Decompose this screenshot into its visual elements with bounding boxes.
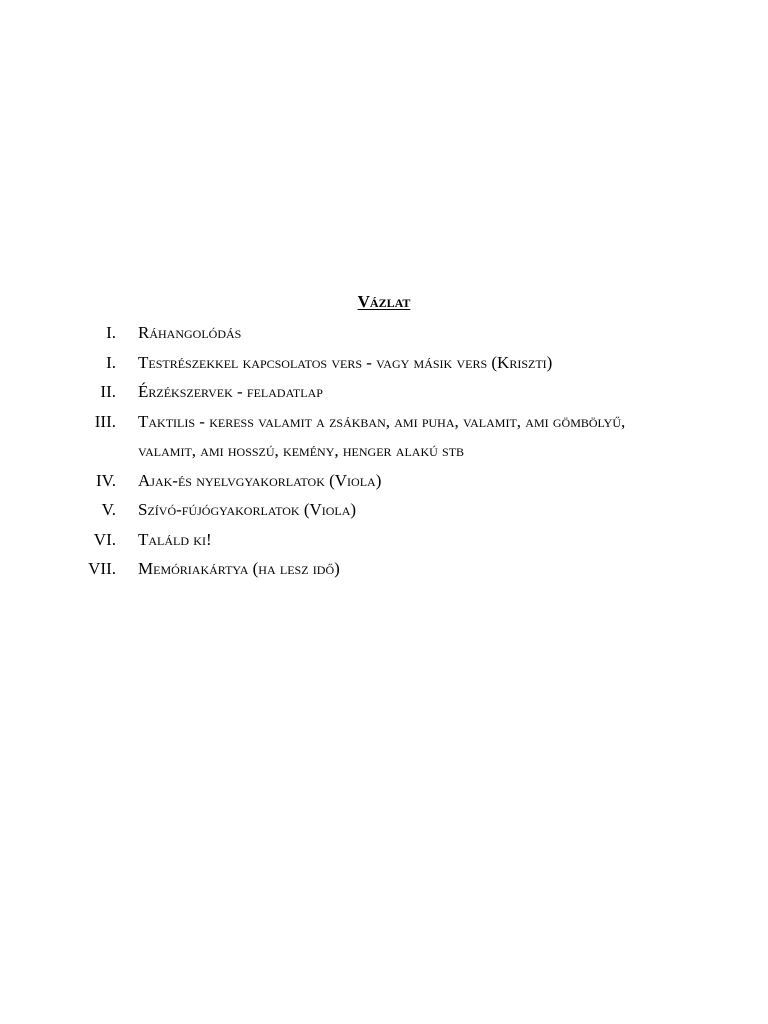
item-number: V. <box>101 500 116 519</box>
list-item <box>80 525 680 555</box>
item-number: I. <box>106 352 116 372</box>
item-text: Érzékszervek - feladatlap <box>138 382 323 401</box>
list-item <box>80 407 680 466</box>
item-text: Szívó-fújógyakorlatok (Viola) <box>138 500 357 519</box>
item-number: I. <box>106 323 116 342</box>
list-item <box>80 348 680 378</box>
item-number: II. <box>100 382 116 401</box>
item-text: Memóriakártya (ha lesz idő) <box>138 559 340 578</box>
list-item <box>80 495 680 525</box>
item-text: Testrészekkel kapcsolatos vers - vagy másik vers (Kriszti) <box>138 352 553 372</box>
item-text: Ráhangolódás <box>138 323 242 342</box>
list-item <box>80 554 680 584</box>
outline-list <box>80 318 680 584</box>
page-title: Vázlat <box>357 292 411 311</box>
list-item <box>80 377 680 407</box>
item-text: Találd ki! <box>138 529 212 549</box>
item-number: VII. <box>88 559 116 578</box>
item-text: Ajak-és nyelvgyakorlatok (Viola) <box>138 470 382 490</box>
item-number: IV. <box>96 470 116 490</box>
list-item <box>80 318 680 348</box>
item-text: Taktilis - keress valamit a zsákban, ami puha, valamit, ami gömbölyű, valamit, ami hosszú, kemény, henger alakú stb <box>138 411 626 460</box>
item-number: VI. <box>93 529 116 549</box>
list-item <box>80 466 680 496</box>
item-number: III. <box>94 411 116 431</box>
